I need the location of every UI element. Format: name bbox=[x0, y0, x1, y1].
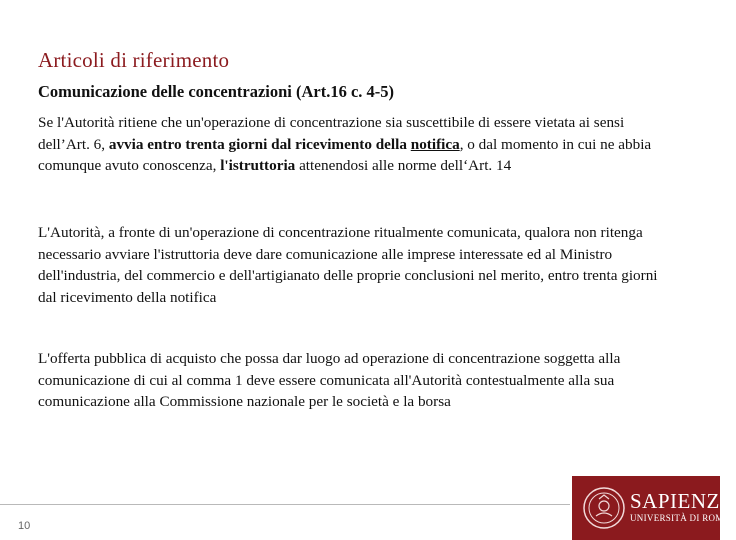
paragraph-1-bold-a: avvia entro trenta giorni dal ricevimento della bbox=[108, 135, 411, 153]
logo-text bbox=[630, 490, 736, 524]
paragraph-2: L'Autorità, a fronte di un'operazione di concentrazione ritualmente comunicata, qualora non ritenga necessario avviare l'istruttoria deve dare comunicazione alle imprese interessate ed al Ministro dell'industria, del commercio e dell'artigianato delle proprie conclusioni nel merito, entro trenta giorni dal ricevimento della notifica bbox=[38, 224, 658, 306]
slide-subtitle: Comunicazione delle concentrazioni (Art.16 c. 4-5) bbox=[38, 82, 395, 101]
logo-subtitle: UNIVERSITÀ DI ROMA bbox=[630, 513, 731, 523]
page-number: 10 bbox=[18, 520, 31, 532]
paragraph-1-text-c: attenendosi alle norme dell‘Art. 14 bbox=[295, 157, 512, 174]
paragraph-1-bold-c: l'istruttoria bbox=[220, 157, 296, 174]
logo-name: SAPIENZA bbox=[630, 489, 736, 513]
paragraph-3: L'offerta pubblica di acquisto che possa dar luogo ad operazione di concentrazione soggetta alla comunicazione di cui al comma 1 deve essere comunicata all'Autorità contestualmente alla sua comunicazione alla Commissione nazionale per le società e la borsa bbox=[38, 350, 621, 410]
paragraph-1-text-b: , o dal momento in cui ne abbia comunque avuto conoscenza, bbox=[38, 135, 652, 174]
sapienza-seal-icon bbox=[582, 486, 626, 530]
slide-title: Articoli di riferimento bbox=[38, 48, 230, 72]
footer-divider bbox=[0, 504, 570, 505]
paragraph-1 bbox=[38, 112, 658, 177]
paragraph-1-text-a: Se l'Autorità ritiene che un'operazione di concentrazione sia suscettibile di essere vietata ai sensi dell’Art. 6, bbox=[38, 114, 625, 153]
university-logo bbox=[572, 476, 736, 540]
paragraph-1-bold-b: notifica bbox=[410, 135, 460, 153]
